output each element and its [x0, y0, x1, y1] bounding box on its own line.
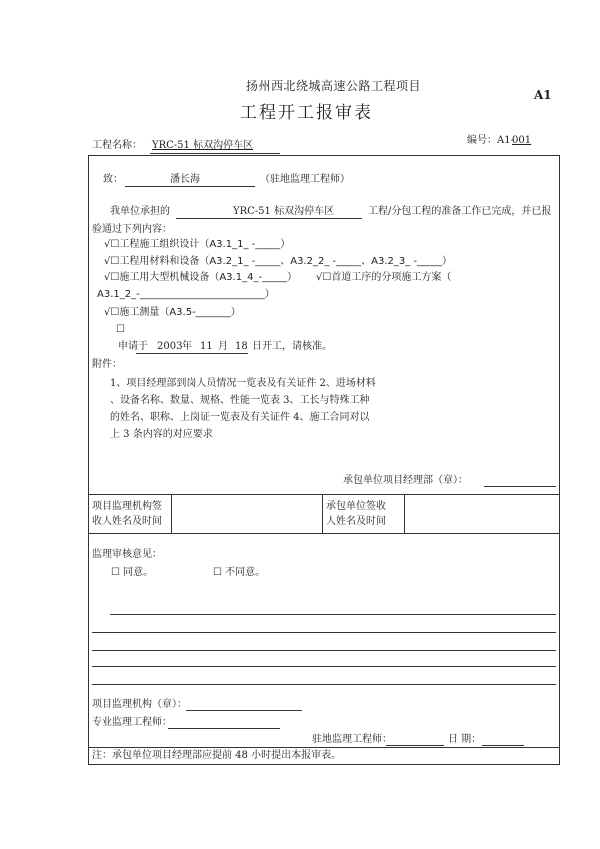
apply-month: 11	[200, 341, 213, 352]
apply-day: 18	[235, 341, 248, 352]
to-label: 致：	[103, 174, 123, 185]
attach-line-2: 、设备名称、数量、规格、性能一览表 3、工长与特殊工种	[110, 395, 370, 406]
intro-text-a: 我单位承担的	[110, 206, 170, 217]
contractor-sign-label: 承包单位项目经理部（章）：	[343, 475, 468, 486]
project-name-label: 工程名称：	[92, 140, 142, 151]
supervision-org-label: 项目监理机构（章）：	[92, 699, 187, 710]
date-field[interactable]	[482, 745, 524, 746]
footnote: 注：承包单位项目经理部应提前 48 小时提出本报审表。	[92, 750, 342, 761]
resident-engineer-field[interactable]	[386, 745, 444, 746]
receipt-left-label-1: 项目监理机构签	[92, 501, 162, 512]
attach-label: 附件：	[92, 359, 122, 370]
opinion-line-2[interactable]	[92, 632, 556, 633]
check-item-machinery[interactable]: √☐施工用大型机械设备（A3.1_4_-_____）	[104, 272, 298, 283]
apply-year: 2003	[157, 341, 183, 352]
engineer-field[interactable]	[168, 728, 280, 729]
date-label: 日 期：	[448, 734, 482, 745]
opinion-line-5[interactable]	[92, 684, 556, 685]
check-item-first-process-ref: A3.1_2_-_________________________）	[97, 289, 275, 300]
agree-option[interactable]: ☐ 同意。	[111, 567, 154, 578]
to-name: 潘长海	[170, 174, 200, 185]
disagree-option[interactable]: ☐ 不同意。	[213, 567, 266, 578]
project-heading: 扬州西北绕城高速公路工程项目	[246, 79, 422, 93]
apply-year-label: 年	[182, 341, 192, 352]
check-item-survey[interactable]: √☐施工测量（A3.5-_______）	[104, 307, 241, 318]
number-value: 001	[512, 135, 532, 146]
form-code: A1	[534, 88, 552, 102]
receipt-right-label-2: 人姓名及时间	[326, 516, 386, 527]
opinion-line-1[interactable]	[110, 614, 556, 615]
opinion-line-3[interactable]	[92, 650, 556, 651]
attach-line-1: 1、项目经理部到岗人员情况一览表及有关证件 2、进场材料	[110, 378, 376, 389]
page-title: 工程开工报审表	[240, 103, 373, 123]
apply-text-a: 申请于	[118, 341, 148, 352]
apply-text-b: 日开工，请核准。	[252, 341, 332, 352]
to-role: （驻地监理工程师）	[260, 174, 350, 185]
opinion-label: 监理审核意见：	[92, 549, 162, 560]
receipt-left-label-2: 收人姓名及时间	[92, 516, 162, 527]
intro-project: YRC-51 标双沟停车区	[233, 206, 335, 217]
divider-2	[88, 533, 560, 534]
opinion-line-4[interactable]	[92, 666, 556, 667]
number-label: 编号：A1-	[467, 135, 514, 146]
engineer-label: 专业监理工程师：	[92, 717, 172, 728]
intro-text-c: 验通过下列内容：	[92, 224, 172, 235]
attach-line-4: 上 3 条内容的对应要求	[110, 429, 213, 440]
resident-engineer-label: 驻地监理工程师：	[312, 734, 392, 745]
check-item-construction-plan[interactable]: √☐工程施工组织设计（A3.1_1_ -_____）	[104, 239, 291, 250]
intro-text-b: 工程/分包工程的准备工作已完成，并已报	[368, 206, 552, 217]
contractor-sign-field[interactable]	[484, 486, 556, 487]
receipt-right-label-1: 承包单位签收	[326, 501, 386, 512]
divider-3	[88, 747, 560, 748]
check-item-materials[interactable]: √☐工程用材料和设备（A3.2_1_ -_____、A3.2_2_ -_____、A3.2_3_ -_____）	[104, 256, 453, 267]
divider-1	[88, 494, 560, 495]
supervision-org-field[interactable]	[186, 710, 302, 711]
check-item-blank[interactable]: ☐	[116, 324, 125, 335]
attach-line-3: 的姓名、职称、上岗证一览表及有关证件 4、施工合同对以	[110, 412, 370, 423]
project-name-value: YRC-51 标双沟停车区	[152, 140, 254, 151]
check-item-first-process[interactable]: √☐首道工序的分项施工方案（	[316, 272, 452, 283]
apply-month-label: 月	[218, 341, 228, 352]
